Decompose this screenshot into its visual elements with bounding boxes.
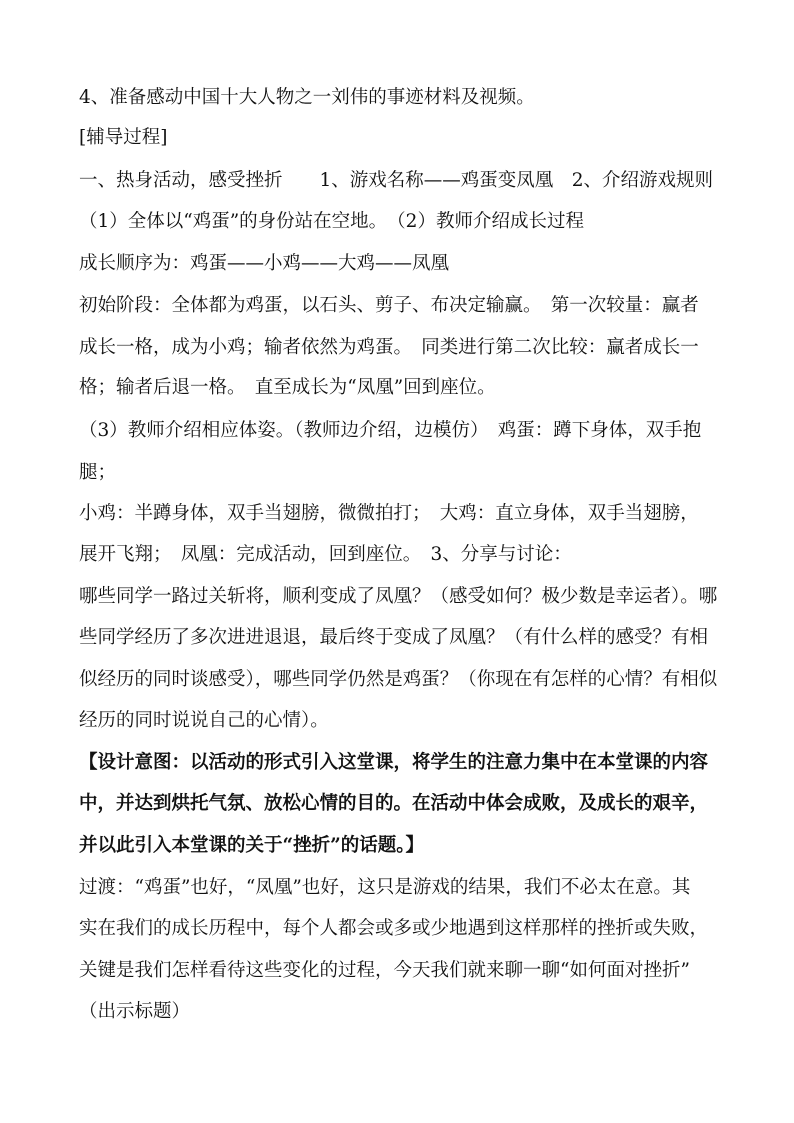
rule-line: （1）全体以“鸡蛋”的身份站在空地。 （2）教师介绍成长过程 [79,211,584,232]
paragraph-line: （3）教师介绍相应体姿。（教师边介绍，边模仿） 鸡蛋：蹲下身体，双手抱 [79,420,702,441]
section-heading: [辅导过程] [79,127,168,148]
design-intent-line: 并以此引入本堂课的关于“挫折”的话题。】 [79,835,425,856]
prep-item-4: 4、准备感动中国十大人物之一刘伟的事迹材料及视频。 [79,87,535,108]
paragraph-line: 经历的同时说说自己的心情）。 [79,710,329,731]
transition-line: 实在我们的成长历程中，每个人都会或多或少地遇到这样那样的挫折或失败， [79,918,709,939]
paragraph-line: 些同学经历了多次进进退退，最后终于变成了凤凰？（有什么样的感受？有相 [79,627,709,648]
paragraph-line: 哪些同学一路过关斩将，顺利变成了凤凰？（感受如何？极少数是幸运者）。哪 [79,586,718,607]
paragraph-line: 初始阶段：全体都为鸡蛋，以石头、剪子、布决定输赢。 第一次较量：赢者 [79,295,699,316]
activity-heading: 一、热身活动，感受挫折 1、游戏名称——鸡蛋变凤凰 2、介绍游戏规则 [79,170,714,191]
transition-line: 过渡：“鸡蛋”也好，“凤凰”也好，这只是游戏的结果，我们不必太在意。其 [79,877,691,898]
transition-line: 关键是我们怎样看待这些变化的过程，今天我们就来聊一聊“如何面对挫折” [79,960,690,981]
design-intent-line: 【设计意图：以活动的形式引入这堂课，将学生的注意力集中在本堂课的内容 [79,752,709,773]
paragraph-line: 似经历的同时谈感受），哪些同学仍然是鸡蛋？（你现在有怎样的心情？有相似 [79,669,718,690]
paragraph-line: 展开飞翔； 凤凰：完成活动，回到座位。 3、分享与讨论： [79,544,572,565]
paragraph-line: 格；输者后退一格。 直至成长为“凤凰”回到座位。 [79,377,496,398]
design-intent-line: 中，并达到烘托气氛、放松心情的目的。在活动中体会成败，及成长的艰辛， [79,793,709,814]
transition-line: （出示标题） [79,1001,191,1022]
paragraph-line: 小鸡：半蹲身体，双手当翅膀，微微拍打； 大鸡：直立身体，双手当翅膀， [79,503,699,524]
paragraph-line: 成长一格，成为小鸡；输者依然为鸡蛋。 同类进行第二次比较：赢者成长一 [79,337,699,358]
growth-order: 成长顺序为：鸡蛋——小鸡——大鸡——凤凰 [79,253,450,274]
paragraph-line: 腿； [79,462,117,483]
